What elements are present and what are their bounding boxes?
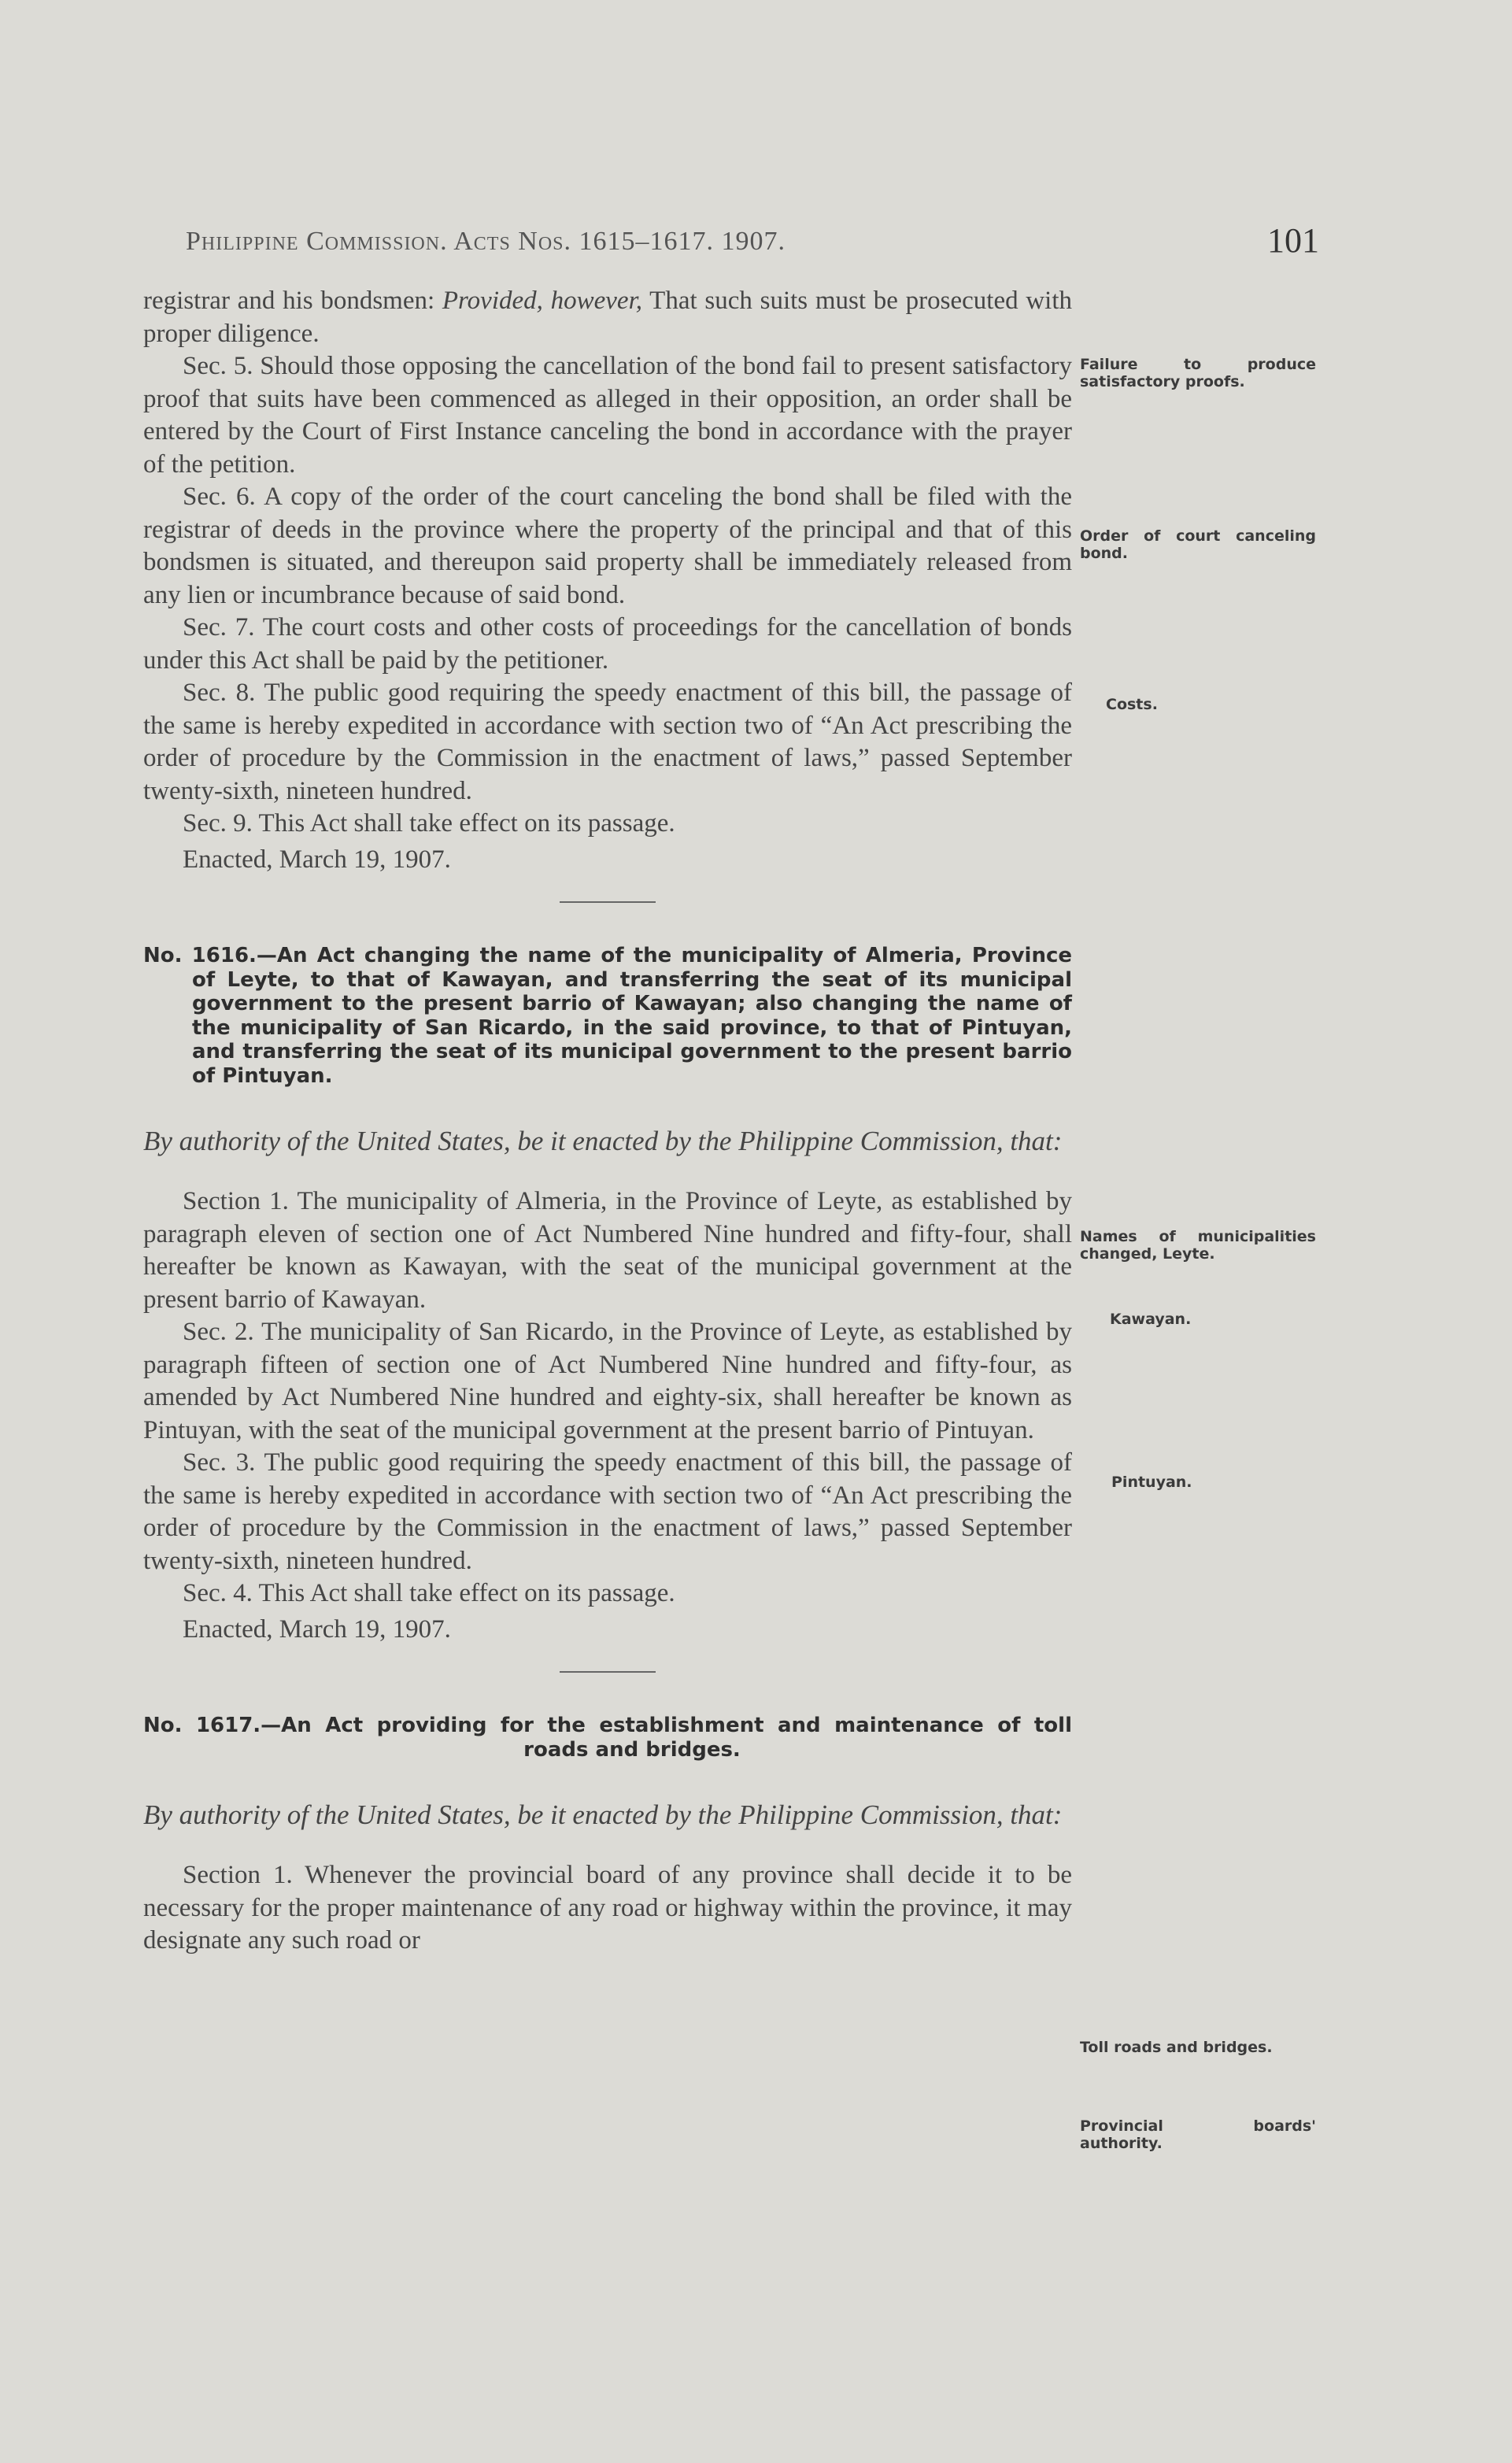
marginal-note-toll-roads: Toll roads and bridges.	[1080, 2039, 1273, 2056]
act-1616-section-2: Sec. 2. The municipality of San Ricardo, in the Province of Leyte, as established by paragraph fifteen of section one of Act Numbered Nine hundred and fifty-four, as amended by Act Numbered Nine hundred and eighty-six, shall hereafter be known as Pintuyan, with the seat of the municipal government at the present barrio of Pintuyan.	[143, 1318, 1072, 1444]
section-9: Sec. 9. This Act shall take effect on its passage.	[183, 809, 675, 838]
enacted-date: Enacted, March 19, 1907.	[183, 1614, 451, 1644]
act-1617-enacting-clause: By authority of the United States, be it enacted by the Philippine Commission, that:	[143, 1799, 1063, 1830]
marginal-note-names-changed: Names of municipalities changed, Leyte.	[1080, 1228, 1316, 1263]
page-number: 101	[1267, 221, 1319, 260]
act-1617-section-1: Section 1. Whenever the provincial board of any province shall decide it to be necessary for the proper maintenance of any road or highway within the province, it may designate any such road or	[143, 1861, 1072, 1954]
act-1616-heading: No. 1616.—An Act changing the name of the municipality of Almeria, Province of Leyte, to that of Kawayan, and transferring the seat of its municipal government to the present barrio of Kawayan; also changing the name of the municipality of San Ricardo, in the said province, to that of Pintuyan, and transferring the seat of its municipal government to the present barrio of Pintuyan.	[143, 944, 1072, 1088]
act-1616-section-4: Sec. 4. This Act shall take effect on its passage.	[183, 1579, 675, 1607]
marginal-note-order: Order of court canceling bond.	[1080, 527, 1316, 562]
marginal-note-kawayan: Kawayan.	[1110, 1311, 1192, 1328]
act-1617-heading: No. 1617.—An Act providing for the establishment and maintenance of toll roads and bridges.	[143, 1714, 1072, 1762]
act-1616-section-1: Section 1. The municipality of Almeria, in the Province of Leyte, as established by paragraph eleven of section one of Act Numbered Nine hundred and fifty-four, shall hereafter be known as Kawayan, with the seat of the municipal government at the present barrio of Kawayan.	[143, 1187, 1072, 1314]
marginal-note-failure: Failure to produce satisfactory proofs.	[1080, 356, 1316, 390]
act-1616-section-3: Sec. 3. The public good requiring the speedy enactment of this bill, the passage of the same is hereby expedited in accordance with section two of “An Act prescribing the order of procedure by the Commission in the enactment of laws,” passed September twenty-sixth, nineteen hundred.	[143, 1448, 1072, 1575]
section-7: Sec. 7. The court costs and other costs of proceedings for the cancellation of bonds under this Act shall be paid by the petitioner.	[143, 613, 1072, 675]
text-run: That such suits must be prosecuted with proper diligence.	[143, 287, 1073, 348]
page-header	[186, 220, 1319, 268]
enacted-date: Enacted, March 19, 1907.	[183, 845, 451, 874]
main-text-column	[143, 285, 1072, 1958]
running-head: Philippine Commission. Acts Nos. 1615–1617. 1907.	[186, 227, 786, 256]
section-divider	[560, 901, 656, 903]
proviso-italic: Provided, however,	[442, 287, 643, 315]
marginal-note-provincial-boards: Provincial boards' authority.	[1080, 2117, 1316, 2152]
text-run: registrar and his bondsmen:	[143, 287, 442, 315]
marginal-note-pintuyan: Pintuyan.	[1111, 1474, 1192, 1491]
marginal-note-costs: Costs.	[1106, 696, 1158, 713]
act-1616-enacting-clause: By authority of the United States, be it enacted by the Philippine Commission, that:	[143, 1126, 1063, 1156]
section-divider	[560, 1671, 656, 1673]
section-8: Sec. 8. The public good requiring the speedy enactment of this bill, the passage of the same is hereby expedited in accordance with section two of “An Act prescribing the order of procedure by the Commission in the enactment of laws,” passed September twenty-sixth, nineteen hundred.	[143, 679, 1072, 805]
section-5: Sec. 5. Should those opposing the cancellation of the bond fail to present satisfactory proof that suits have been commenced as alleged in their opposition, an order shall be entered by the Court of First Instance canceling the bond in accordance with the prayer of the petition.	[143, 352, 1072, 479]
section-6: Sec. 6. A copy of the order of the court canceling the bond shall be filed with the registrar of deeds in the province where the property of the principal and that of this bondsmen is situated, and thereupon said property shall be immediately released from any lien or incumbrance because of said bond.	[143, 483, 1072, 609]
continued-paragraph	[143, 285, 1072, 350]
